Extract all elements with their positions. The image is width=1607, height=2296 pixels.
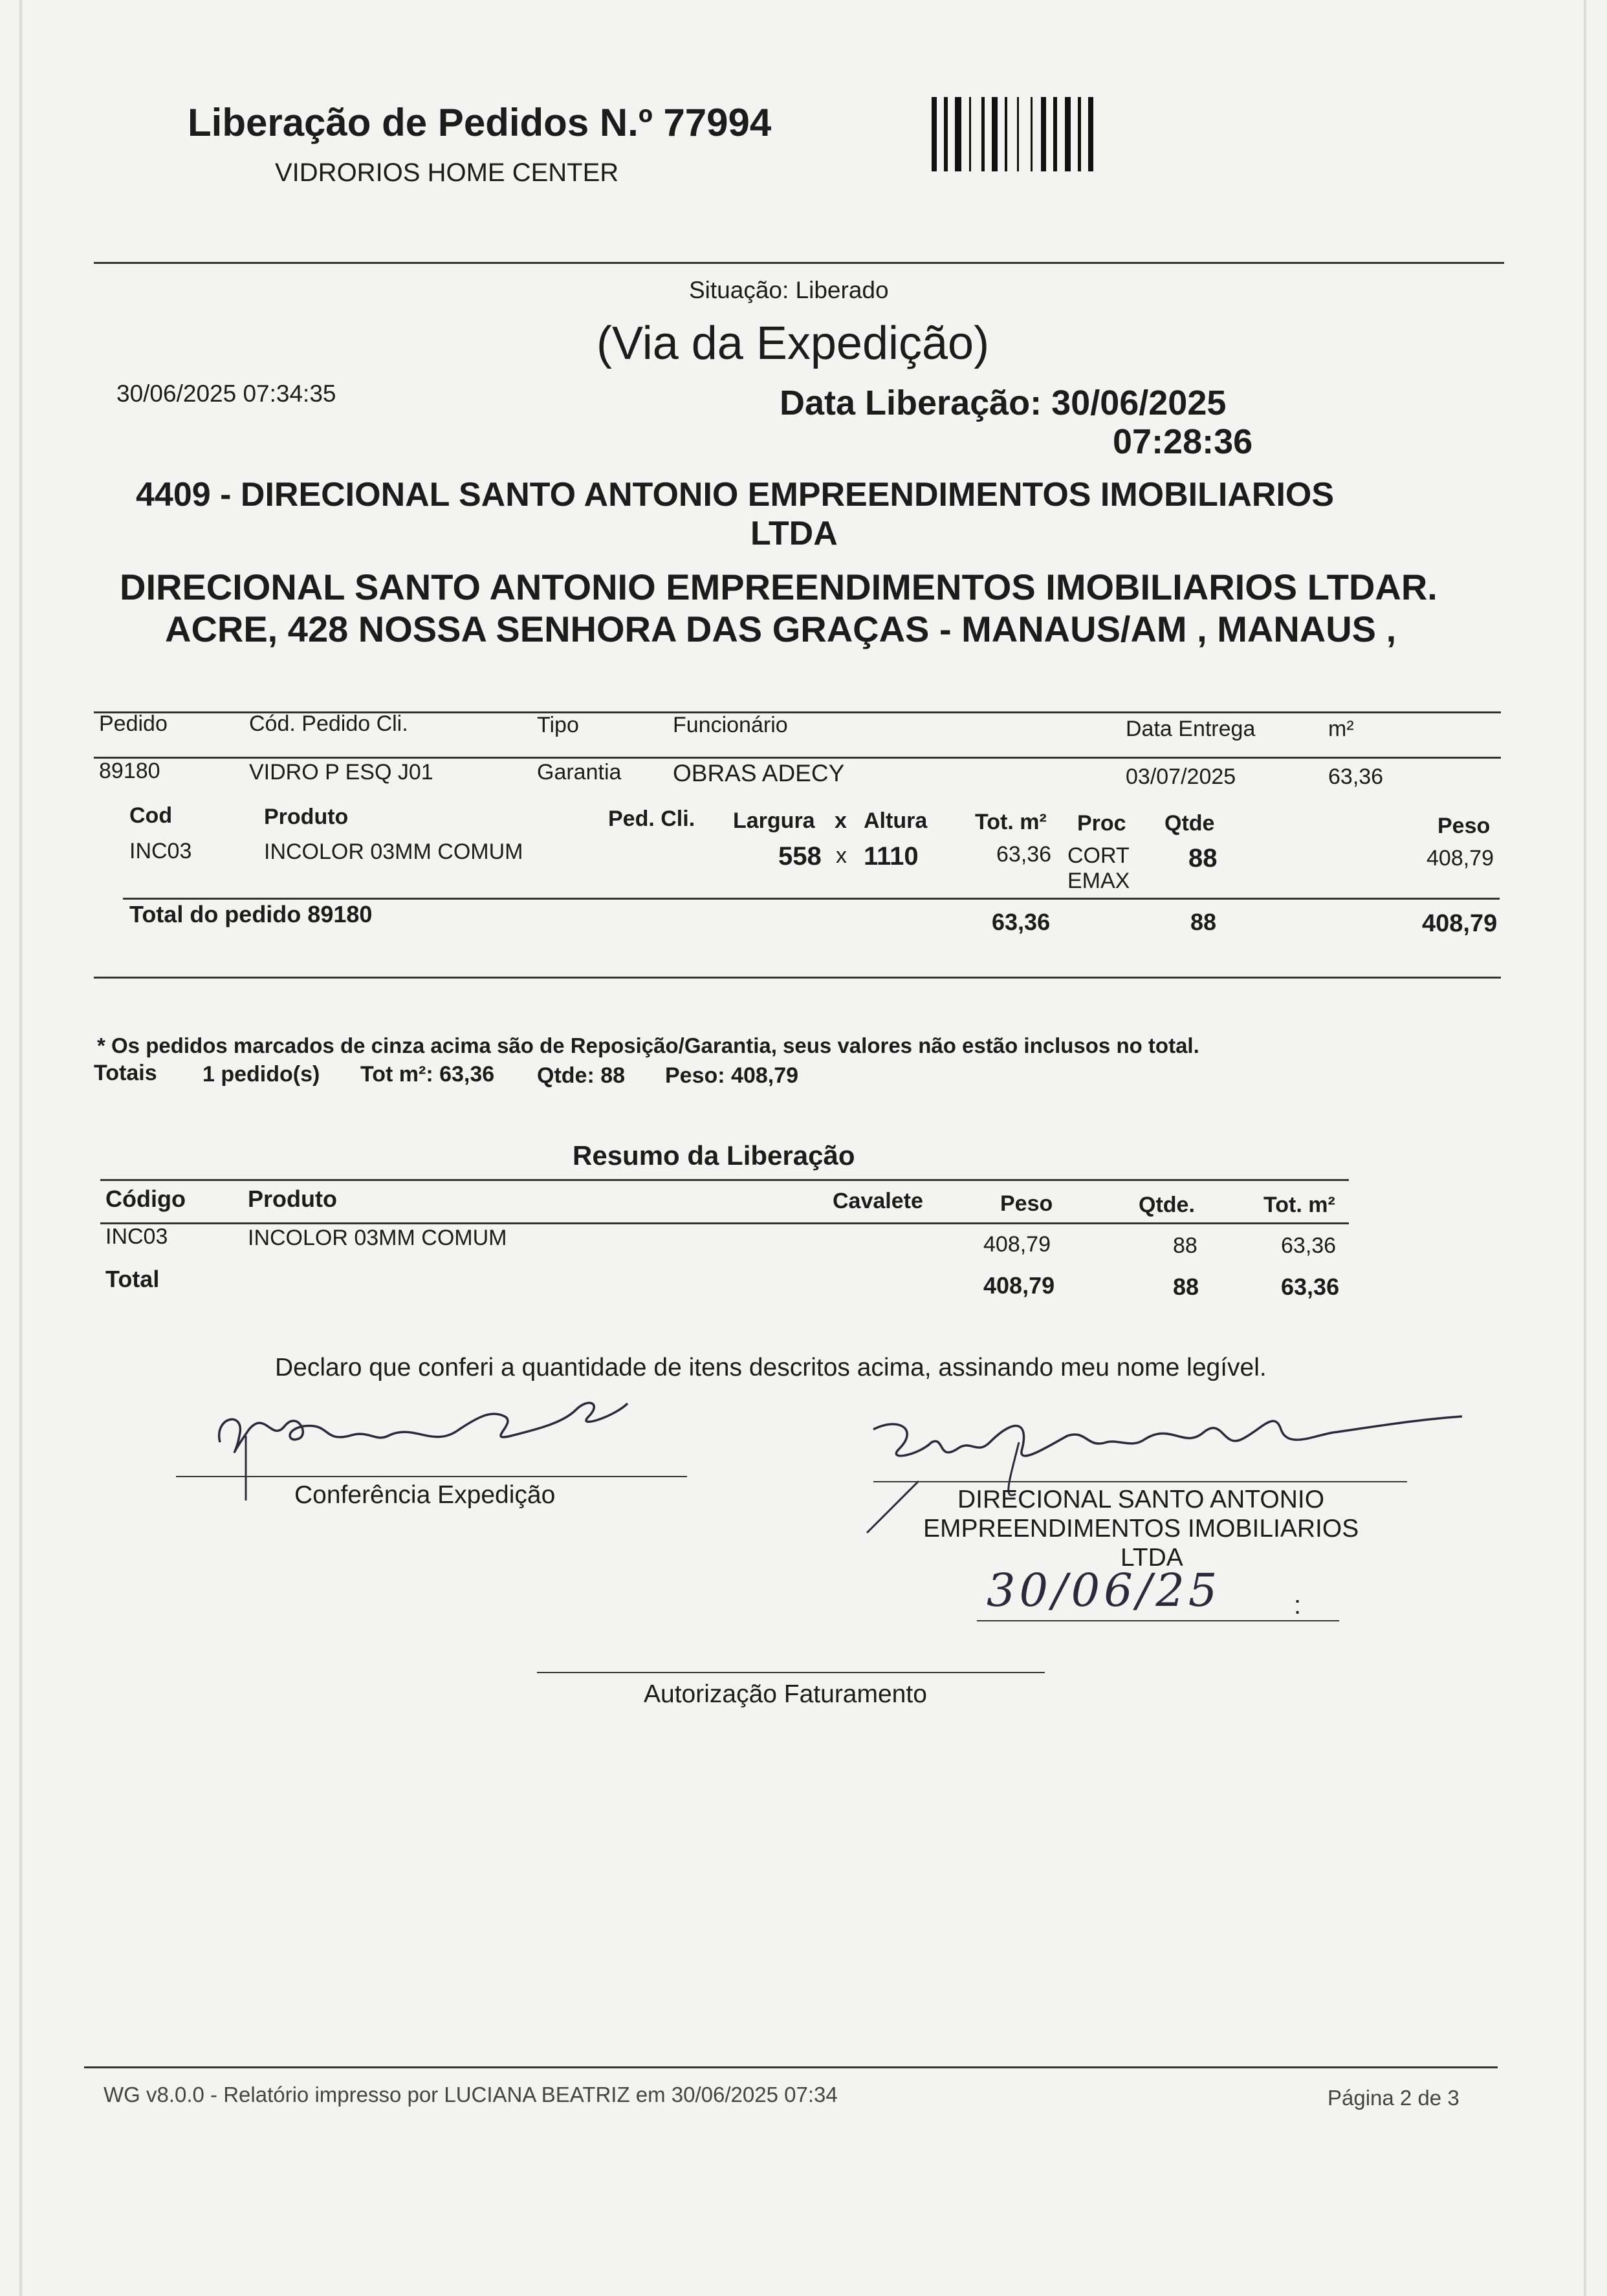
- order-total-peso: 408,79: [1422, 910, 1498, 937]
- summary-header-qtde: Qtde.: [1139, 1193, 1195, 1217]
- summary-total-peso: 408,79: [983, 1272, 1055, 1299]
- order-m2: 63,36: [1328, 764, 1384, 789]
- printed-timestamp: 30/06/2025 07:34:35: [116, 380, 336, 407]
- col-header-pedido: Pedido: [99, 711, 168, 736]
- col-header-funcionario: Funcionário: [673, 713, 788, 737]
- totais-qtde: Qtde: 88: [537, 1063, 626, 1088]
- handwritten-date: 30/06/25: [987, 1564, 1221, 1617]
- item-header-largura: Largura: [733, 808, 815, 833]
- autorizacao-signature-line: [537, 1672, 1045, 1673]
- client-line-1: 4409 - DIRECIONAL SANTO ANTONIO EMPREENDIMENTOS IMOBILIARIOS: [136, 476, 1335, 514]
- totais-pedidos: 1 pedido(s): [202, 1062, 320, 1087]
- barcode-bar: [1005, 97, 1007, 171]
- barcode-bar: [1041, 97, 1046, 171]
- order-cod-pedido-cli: VIDRO P ESQ J01: [249, 760, 433, 785]
- barcode-bar: [992, 97, 998, 171]
- summary-title: Resumo da Liberação: [573, 1140, 855, 1171]
- item-produto: INCOLOR 03MM COMUM: [264, 839, 523, 864]
- item-qtde: 88: [1188, 844, 1218, 872]
- barcode-bar: [955, 97, 961, 171]
- barcode-bar: [1017, 97, 1019, 171]
- totais-label: Totais: [94, 1061, 157, 1085]
- summary-header-tot-m2: Tot. m²: [1263, 1193, 1335, 1217]
- item-proc-cort: CORT: [1067, 843, 1130, 868]
- item-header-produto: Produto: [264, 805, 349, 829]
- item-header-peso: Peso: [1438, 814, 1491, 838]
- summary-header-peso: Peso: [1000, 1191, 1053, 1216]
- totais-m2: Tot m²: 63,36: [360, 1062, 495, 1087]
- item-x: x: [836, 843, 847, 868]
- order-table-bottom-rule: [94, 977, 1501, 979]
- summary-total-qtde: 88: [1173, 1273, 1199, 1300]
- header-divider: [94, 262, 1504, 264]
- item-header-cod: Cod: [129, 803, 173, 828]
- item-header-proc: Proc: [1077, 811, 1126, 836]
- client-line-2: LTDA: [750, 515, 838, 552]
- declaration-text: Declaro que conferi a quantidade de itens descritos acima, assinando meu nome legível.: [275, 1354, 1267, 1381]
- client-signature-name-1: DIRECIONAL SANTO ANTONIO: [957, 1486, 1325, 1513]
- barcode-bar: [981, 97, 985, 171]
- col-header-m2: m²: [1328, 717, 1354, 741]
- item-tot-m2: 63,36: [996, 842, 1052, 867]
- item-header-qtde: Qtde: [1164, 811, 1215, 836]
- client-line-3: DIRECIONAL SANTO ANTONIO EMPREENDIMENTOS IMOBILIARIOS LTDAR.: [120, 567, 1438, 607]
- conferencia-signature-line: [176, 1476, 687, 1477]
- summary-top-rule: [100, 1179, 1349, 1181]
- summary-total-label: Total: [105, 1266, 160, 1292]
- col-header-cod-pedido-cli: Cód. Pedido Cli.: [249, 711, 408, 736]
- barcode: [932, 97, 1177, 171]
- item-header-x: x: [835, 808, 847, 833]
- item-altura: 1110: [864, 842, 919, 871]
- barcode-bar: [1088, 97, 1093, 171]
- order-header-rule: [94, 757, 1501, 759]
- footer-printed-by: WG v8.0.0 - Relatório impresso por LUCIANA BEATRIZ em 30/06/2025 07:34: [104, 2083, 838, 2106]
- barcode-bar: [1065, 97, 1071, 171]
- summary-produto: INCOLOR 03MM COMUM: [248, 1226, 507, 1250]
- summary-qtde: 88: [1173, 1233, 1197, 1258]
- scan-edge-left: [19, 0, 22, 2296]
- summary-codigo: INC03: [105, 1224, 168, 1249]
- client-address: ACRE, 428 NOSSA SENHORA DAS GRAÇAS - MANAUS/AM , MANAUS ,: [165, 609, 1397, 649]
- summary-header-rule: [100, 1222, 1349, 1224]
- item-cod: INC03: [129, 839, 192, 863]
- barcode-bar: [1053, 97, 1057, 171]
- company-name: VIDRORIOS HOME CENTER: [275, 158, 619, 187]
- item-peso: 408,79: [1427, 846, 1494, 871]
- barcode-bar: [1031, 97, 1033, 171]
- autorizacao-faturamento-label: Autorização Faturamento: [644, 1680, 927, 1708]
- summary-total-tot-m2: 63,36: [1281, 1273, 1340, 1300]
- client-signature-line: [873, 1481, 1407, 1482]
- gray-orders-note: * Os pedidos marcados de cinza acima são de Reposição/Garantia, seus valores não estão inclusos no total.: [97, 1034, 1199, 1057]
- item-largura: 558: [778, 842, 822, 871]
- summary-peso: 408,79: [983, 1232, 1051, 1257]
- summary-header-codigo: Código: [105, 1186, 186, 1212]
- col-header-tipo: Tipo: [537, 713, 579, 737]
- summary-header-produto: Produto: [248, 1186, 337, 1212]
- item-header-altura: Altura: [864, 808, 928, 833]
- order-data-entrega: 03/07/2025: [1126, 764, 1236, 789]
- order-pedido: 89180: [99, 759, 160, 783]
- date-line: [977, 1620, 1339, 1621]
- barcode-bar: [969, 97, 971, 171]
- order-total-qtde: 88: [1190, 909, 1217, 935]
- document-title: Liberação de Pedidos N.º 77994: [188, 101, 772, 144]
- barcode-bar: [944, 97, 948, 171]
- item-header-ped-cli: Ped. Cli.: [608, 807, 695, 831]
- conferencia-expedicao-label: Conferência Expedição: [294, 1481, 556, 1509]
- client-signature-name-2: EMPREENDIMENTOS IMOBILIARIOS: [923, 1515, 1359, 1543]
- totais-peso: Peso: 408,79: [665, 1063, 799, 1088]
- item-header-tot-m2: Tot. m²: [975, 810, 1047, 834]
- via-expedicao: (Via da Expedição): [596, 318, 990, 369]
- client-signature-name-3: LTDA: [1121, 1544, 1183, 1572]
- barcode-bar: [932, 97, 937, 171]
- release-time: 07:28:36: [1113, 422, 1253, 461]
- status-situacao: Situação: Liberado: [689, 277, 889, 303]
- barcode-bar: [1078, 97, 1081, 171]
- order-total-label: Total do pedido 89180: [129, 901, 373, 927]
- release-date: Data Liberação: 30/06/2025: [780, 384, 1227, 422]
- scan-edge-right: [1584, 0, 1586, 2296]
- order-total-m2: 63,36: [992, 909, 1051, 935]
- footer-rule: [84, 2066, 1498, 2068]
- order-funcionario: OBRAS ADECY: [673, 760, 845, 786]
- item-proc-emax: EMAX: [1067, 869, 1130, 893]
- date-time-colon: :: [1294, 1591, 1302, 1619]
- summary-tot-m2: 63,36: [1281, 1233, 1337, 1258]
- item-total-rule: [123, 898, 1500, 900]
- col-header-data-entrega: Data Entrega: [1126, 717, 1256, 741]
- order-tipo: Garantia: [537, 760, 622, 785]
- summary-header-cavalete: Cavalete: [833, 1189, 923, 1213]
- footer-page-number: Página 2 de 3: [1328, 2086, 1459, 2110]
